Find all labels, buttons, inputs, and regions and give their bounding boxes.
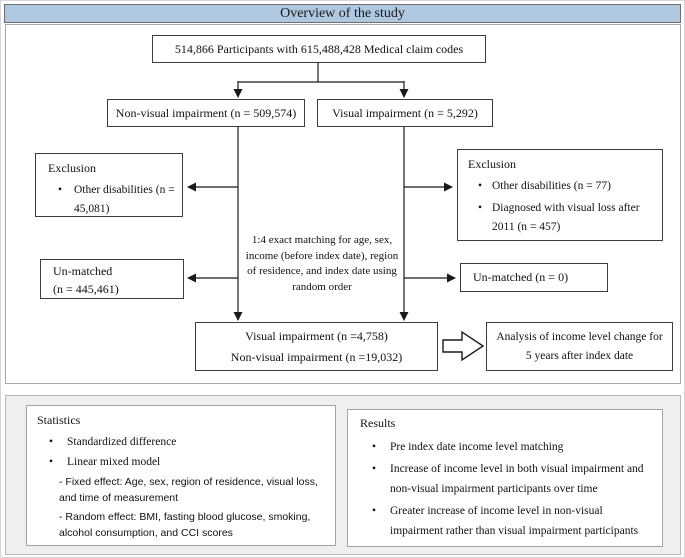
matched-cohort-box bbox=[195, 322, 438, 371]
unmatched-right-box: Un-matched (n = 0) bbox=[460, 263, 608, 292]
analysis-box: Analysis of income level change for 5 years after index date bbox=[486, 322, 673, 371]
exclusion-left-item: • Other disabilities (n = 45,081) bbox=[48, 181, 178, 219]
exclusion-left-box bbox=[35, 153, 183, 217]
flowchart-panel bbox=[5, 24, 681, 384]
statistics-bullet-2: • Linear mixed model bbox=[37, 454, 325, 471]
figure-title-bar bbox=[4, 4, 681, 23]
exclusion-right-item-2: • Diagnosed with visual loss after 2011 (n = 457) bbox=[468, 199, 658, 237]
results-title: Results bbox=[360, 416, 396, 430]
statistics-title: Statistics bbox=[37, 413, 81, 427]
unmatched-left-line-1: Un-matched bbox=[53, 264, 113, 278]
nonvisual-impairment-box: Non-visual impairment (n = 509,574) bbox=[107, 99, 305, 127]
block-arrow-icon bbox=[441, 328, 485, 364]
statistics-box bbox=[26, 405, 336, 546]
visual-impairment-box: Visual impairment (n = 5,292) bbox=[317, 99, 493, 127]
unmatched-left-box bbox=[40, 259, 184, 299]
results-bullet-3: • Greater increase of income level in non-visual impairment rather than visual impairment participants bbox=[360, 501, 650, 542]
statistics-random-effect: - Random effect: BMI, fasting blood glucose, smoking, alcohol consumption, and CCI scores bbox=[59, 511, 311, 539]
statistics-bullet-1: • Standardized difference bbox=[37, 434, 325, 451]
participants-box: 514,866 Participants with 615,488,428 Medical claim codes bbox=[152, 35, 486, 63]
exclusion-left-title: Exclusion bbox=[48, 161, 96, 175]
summary-panel bbox=[5, 395, 681, 555]
matched-visual-line: Visual impairment (n =4,758) bbox=[245, 329, 388, 343]
exclusion-right-title: Exclusion bbox=[468, 157, 516, 171]
statistics-fixed-effect: - Fixed effect: Age, sex, region of residence, visual loss, and time of measurement bbox=[59, 476, 318, 504]
unmatched-left-line-2: (n = 445,461) bbox=[53, 282, 119, 296]
exclusion-right-box bbox=[457, 149, 663, 241]
results-box bbox=[347, 409, 663, 547]
figure-title: Overview of the study bbox=[280, 6, 405, 21]
results-bullet-1: • Pre index date income level matching bbox=[360, 437, 650, 458]
exclusion-right-item-1: • Other disabilities (n = 77) bbox=[468, 177, 658, 196]
results-bullet-2: • Increase of income level in both visual impairment and non-visual impairment participants over time bbox=[360, 459, 650, 500]
matching-note: 1:4 exact matching for age, sex, income (before index date), region of residence, and index date using random order bbox=[245, 234, 399, 293]
matched-nonvisual-line: Non-visual impairment (n =19,032) bbox=[230, 350, 403, 364]
